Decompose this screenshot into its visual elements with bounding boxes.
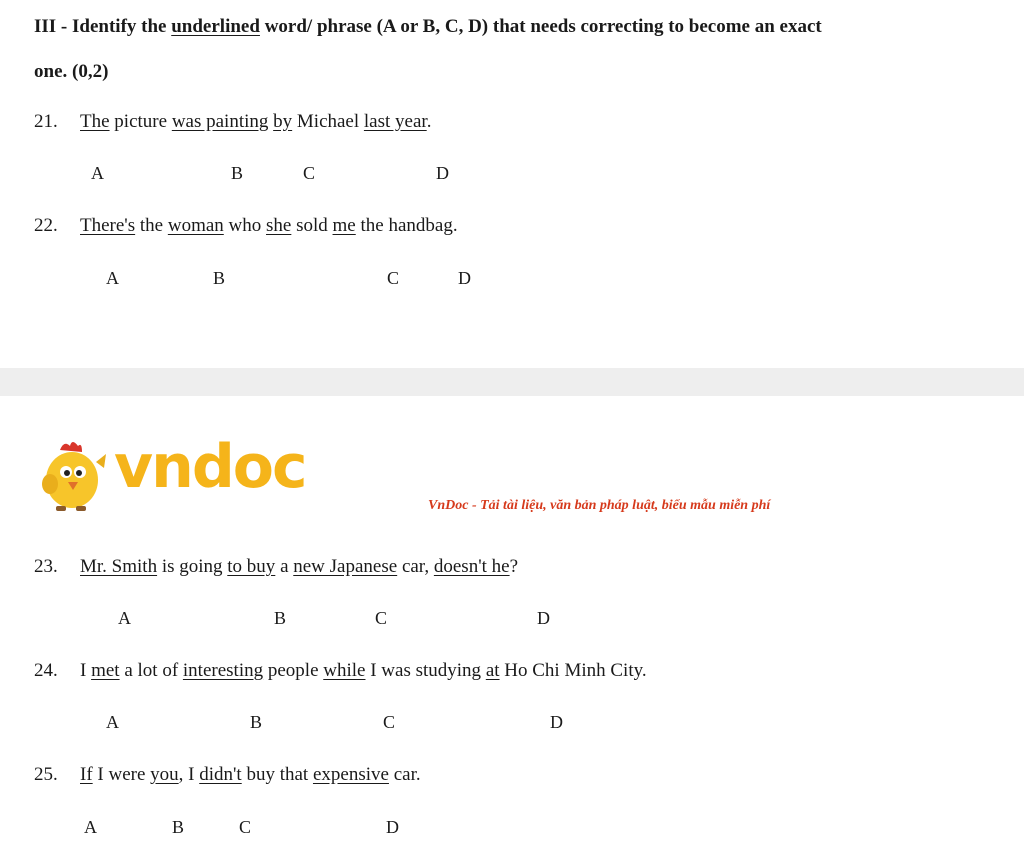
question-sentence — [80, 660, 647, 681]
underlined-segment: you — [150, 764, 179, 785]
q24-option-a: A — [106, 712, 119, 732]
page-break — [0, 368, 1024, 396]
brand-tagline: VnDoc - Tải tài liệu, văn bản pháp luật, biểu mẫu miễn phí — [428, 498, 771, 513]
instruction-underlined-word: underlined — [171, 16, 260, 37]
vndoc-logo: vndoc — [114, 432, 306, 502]
question-23 — [34, 556, 518, 578]
q21-option-d: D — [436, 163, 449, 183]
question-number: 23. — [34, 556, 58, 577]
question-sentence — [80, 111, 431, 132]
question-25 — [34, 764, 421, 786]
underlined-segment: met — [91, 660, 120, 681]
underlined-segment: was painting — [171, 111, 269, 132]
sentence-segment: car, — [397, 556, 434, 577]
q21-option-a: A — [91, 163, 104, 183]
sentence-segment: sold — [291, 215, 333, 236]
q24-option-d: D — [550, 712, 563, 732]
q22-option-c: C — [387, 268, 400, 288]
sentence-segment: . — [426, 111, 432, 132]
underlined-segment: at — [485, 660, 500, 681]
underlined-segment: didn't — [199, 764, 242, 785]
sentence-segment: , I — [178, 764, 200, 785]
underlined-segment: The — [80, 111, 110, 132]
q21-option-b: B — [231, 163, 244, 183]
q23-option-a: A — [118, 608, 131, 628]
question-number: 22. — [34, 215, 58, 236]
sentence-segment: people — [263, 660, 324, 681]
question-22 — [34, 215, 458, 237]
underlined-segment: doesn't he — [433, 556, 510, 577]
sentence-segment: a lot of — [119, 660, 183, 681]
sentence-segment: Michael — [292, 111, 364, 132]
sentence-segment: the handbag. — [355, 215, 458, 236]
underlined-segment: expensive — [312, 764, 389, 785]
instruction-prefix: III - Identify the — [34, 16, 172, 37]
instruction-suffix: word/ phrase (A or B, C, D) that needs correcting to become an exact — [259, 16, 822, 37]
underlined-segment: new Japanese — [293, 556, 398, 577]
instruction-line-1 — [34, 16, 822, 38]
question-sentence — [80, 764, 421, 785]
question-24 — [34, 660, 647, 682]
sentence-segment: Ho Chi Minh City. — [499, 660, 647, 681]
sentence-segment: the — [135, 215, 168, 236]
q25-option-d: D — [386, 817, 399, 837]
sentence-segment: buy that — [241, 764, 313, 785]
instruction-line-2: one. (0,2) — [34, 61, 109, 82]
q23-option-b: B — [274, 608, 287, 628]
underlined-segment: last year — [363, 111, 427, 132]
q22-option-a: A — [106, 268, 119, 288]
underlined-segment: by — [273, 111, 293, 132]
sentence-segment: ? — [509, 556, 519, 577]
question-21 — [34, 111, 431, 133]
sentence-segment: picture — [109, 111, 172, 132]
question-number: 21. — [34, 111, 58, 132]
chicken-mascot-icon — [38, 434, 110, 514]
sentence-segment: I was studying — [365, 660, 486, 681]
sentence-segment: a — [275, 556, 294, 577]
underlined-segment: Mr. Smith — [80, 556, 158, 577]
q24-option-c: C — [383, 712, 396, 732]
q25-option-a: A — [84, 817, 97, 837]
question-sentence — [80, 215, 458, 236]
underlined-segment: she — [266, 215, 292, 236]
underlined-segment: There's — [80, 215, 136, 236]
q24-option-b: B — [250, 712, 263, 732]
sentence-segment: car. — [388, 764, 421, 785]
underlined-segment: If — [80, 764, 93, 785]
underlined-segment: woman — [167, 215, 224, 236]
underlined-segment: interesting — [182, 660, 264, 681]
q25-option-c: C — [239, 817, 252, 837]
q21-option-c: C — [303, 163, 316, 183]
sentence-segment: I were — [92, 764, 151, 785]
q22-option-d: D — [458, 268, 471, 288]
question-sentence — [80, 556, 518, 577]
question-number: 25. — [34, 764, 58, 785]
underlined-segment: to buy — [227, 556, 276, 577]
sentence-segment: who — [223, 215, 267, 236]
underlined-segment: while — [323, 660, 366, 681]
question-number: 24. — [34, 660, 58, 681]
q25-option-b: B — [172, 817, 185, 837]
sentence-segment: is going — [157, 556, 228, 577]
underlined-segment: me — [332, 215, 356, 236]
q23-option-c: C — [375, 608, 388, 628]
sentence-segment: I — [80, 660, 92, 681]
q23-option-d: D — [537, 608, 550, 628]
q22-option-b: B — [213, 268, 226, 288]
